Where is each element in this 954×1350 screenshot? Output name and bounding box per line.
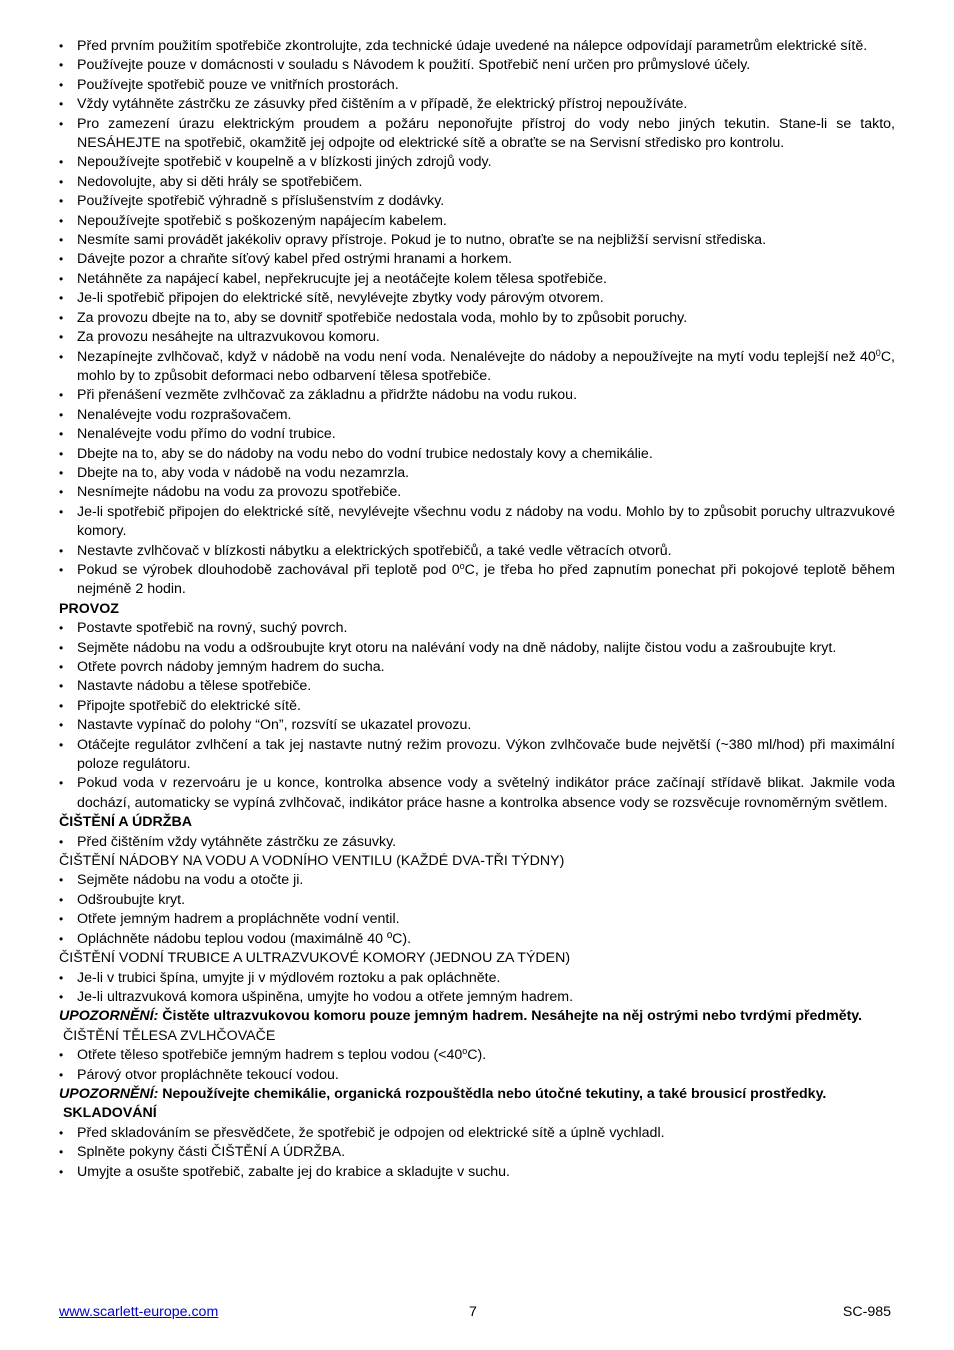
list-item: • Sejměte nádobu na vodu a otočte ji.	[59, 871, 895, 890]
page-footer	[59, 1304, 895, 1324]
model-number: SC-985	[842, 1304, 891, 1320]
list-item: • Nezapínejte zvlhčovač, když v nádobě na vodu není voda. Nenalévejte do nádoby a nepoužívejte na mytí vodu teplejší než $40^0C$, mohlo by to způsobit deformaci nebo odbarvení tělesa spotřebiče.	[59, 348, 895, 387]
list-item: • Párový otvor propláchněte tekoucí vodou.	[59, 1066, 895, 1085]
list-item: • Pro zamezení úrazu elektrickým proudem a požáru neponořujte přístroj do vody nebo jiných tekutin. Stane-li se takto, NESÁHEJTE na spotřebič, okamžitě jej odpojte od elektrické sítě a obraťte se na Servisní středisko pro kontrolu.	[59, 115, 895, 154]
list-item: • Nenalévejte vodu přímo do vodní trubice.	[59, 425, 895, 444]
list-item: • Nedovolujte, aby si děti hrály se spotřebičem.	[59, 173, 895, 192]
list-item: • Umyjte a osušte spotřebič, zabalte jej do krabice a skladujte v suchu.	[59, 1163, 895, 1182]
storage-heading: SKLADOVÁNÍ	[59, 1105, 157, 1122]
list-item: • Za provozu dbejte na to, aby se dovnitř spotřebiče nedostala voda, mohlo by to způsobit poruchy.	[59, 309, 895, 328]
list-item: • Otřete těleso spotřebiče jemným hadrem s teplou vodou $(<40^oC)$.	[59, 1046, 895, 1065]
warning-label: UPOZORNĚNÍ:	[59, 1085, 159, 1102]
list-item: • Pokud voda v rezervoáru je u konce, kontrolka absence vody a světelný indikátor práce začínají střídavě blikat. Jakmile voda dochází, automaticky se vypíná zvlhčovač, indikátor práce hasne a kontrolka absence vody se rozsvěcuje rovnoměrným světlem.	[59, 774, 895, 813]
website-link[interactable]: www.scarlett-europe.com	[59, 1304, 219, 1320]
warning-label: UPOZORNĚNÍ:	[59, 1008, 159, 1025]
list-item: • Pokud se výrobek dlouhodobě zachovával při teplotě pod 0$^o$C, je třeba ho před zapnutím ponechat při pokojové teplotě během nejméně 2 hodin.	[59, 561, 895, 600]
list-item: • Otáčejte regulátor zvlhčení a tak jej nastavte nutný režim provozu. Výkon zvlhčovače bude největší (~380 ml/hod) při maximální poloze regulátoru.	[59, 736, 895, 775]
body-list	[59, 1046, 895, 1085]
cleaning-heading: ČIŠTĚNÍ A ÚDRŽBA	[59, 814, 192, 831]
warning-note: UPOZORNĚNÍ: Čistěte ultrazvukovou komoru pouze jemným hadrem. Nesáhejte na něj ostrými nebo tvrdými předměty.	[59, 1008, 863, 1025]
list-item: • Nepoužívejte spotřebič s poškozeným napájecím kabelem.	[59, 212, 895, 231]
safety-list	[59, 37, 895, 600]
list-item: • Dbejte na to, aby se do nádoby na vodu nebo do vodní trubice nedostaly kovy a chemikálie.	[59, 445, 895, 464]
page-number: 7	[469, 1304, 477, 1320]
list-item: • Vždy vytáhněte zástrčku ze zásuvky před čištěním a v případě, že elektrický přístroj nepoužíváte.	[59, 95, 895, 114]
list-item: • Otřete povrch nádoby jemným hadrem do sucha.	[59, 658, 895, 677]
list-item: • Nestavte zvlhčovač v blízkosti nábytku a elektrických spotřebičů, a také vedle větracích otvorů.	[59, 542, 895, 561]
list-item: • Postavte spotřebič na rovný, suchý povrch.	[59, 619, 895, 638]
body-heading: ČIŠTĚNÍ TĚLESA ZVLHČOVAČE	[59, 1027, 276, 1044]
list-item: • Používejte pouze v domácnosti v souladu s Návodem k použití. Spotřebič není určen pro průmyslové účely.	[59, 56, 895, 75]
list-item: • Netáhněte za napájecí kabel, nepřekrucujte jej a neotáčejte kolem tělesa spotřebiče.	[59, 270, 895, 289]
tube-list	[59, 969, 895, 1008]
list-item: • Používejte spotřebič pouze ve vnitřních prostorách.	[59, 76, 895, 95]
list-item: • Otřete jemným hadrem a propláchněte vodní ventil.	[59, 910, 895, 929]
list-item: • Je-li spotřebič připojen do elektrické sítě, nevylévejte zbytky vody párovým otvorem.	[59, 289, 895, 308]
list-item: • Nenalévejte vodu rozprašovačem.	[59, 406, 895, 425]
list-item: • Používejte spotřebič výhradně s příslušenstvím z dodávky.	[59, 192, 895, 211]
list-item: • Nesnímejte nádobu na vodu za provozu spotřebiče.	[59, 483, 895, 502]
list-item: • Připojte spotřebič do elektrické sítě.	[59, 697, 895, 716]
page-content	[59, 37, 895, 1182]
list-item: • Nastavte vypínač do polohy “On”, rozsvítí se ukazatel provozu.	[59, 716, 895, 735]
tank-heading: ČIŠTĚNÍ NÁDOBY NA VODU A VODNÍHO VENTILU (KAŽDÉ DVA-TŘI TÝDNY)	[59, 853, 565, 870]
provoz-heading: PROVOZ	[59, 600, 119, 617]
list-item: • Před prvním použitím spotřebiče zkontrolujte, zda technické údaje uvedené na nálepce odpovídají parametrům elektrické sítě.	[59, 37, 895, 56]
cleaning-list	[59, 833, 895, 852]
list-item: • Opláchněte nádobu teplou vodou (maximálně 40 ºC).	[59, 930, 895, 949]
list-item: • Je-li spotřebič připojen do elektrické sítě, nevylévejte všechnu vodu z nádoby na vodu. Mohlo by to způsobit poruchy ultrazvukové komory.	[59, 503, 895, 542]
list-item: • Dbejte na to, aby voda v nádobě na vodu nezamrzla.	[59, 464, 895, 483]
list-item: • Nesmíte sami provádět jakékoliv opravy přístroje. Pokud je to nutno, obraťte se na nejbližší servisní střediska.	[59, 231, 895, 250]
list-item: • Splněte pokyny části ČIŠTĚNÍ A ÚDRŽBA.	[59, 1143, 895, 1162]
warning-note: UPOZORNĚNÍ: Nepoužívejte chemikálie, organická rozpouštědla nebo útočné tekutiny, a také brousicí prostředky.	[59, 1085, 827, 1102]
storage-list	[59, 1124, 895, 1182]
list-item: • Nastavte nádobu a tělese spotřebiče.	[59, 677, 895, 696]
list-item: • Před skladováním se přesvědčete, že spotřebič je odpojen od elektrické sítě a úplně vychladl.	[59, 1124, 895, 1143]
list-item: • Je-li v trubici špína, umyjte ji v mýdlovém roztoku a pak opláchněte.	[59, 969, 895, 988]
list-item: • Nepoužívejte spotřebič v koupelně a v blízkosti jiných zdrojů vody.	[59, 153, 895, 172]
list-item: • Za provozu nesáhejte na ultrazvukovou komoru.	[59, 328, 895, 347]
list-item: • Dávejte pozor a chraňte síťový kabel před ostrými hranami a horkem.	[59, 250, 895, 269]
tube-heading: ČIŠTĚNÍ VODNÍ TRUBICE A ULTRAZVUKOVÉ KOMORY (JEDNOU ZA TÝDEN)	[59, 950, 571, 967]
list-item: • Je-li ultrazvuková komora ušpiněna, umyjte ho vodou a otřete jemným hadrem.	[59, 988, 895, 1007]
list-item: • Sejměte nádobu na vodu a odšroubujte kryt otoru na nalévání vody na dně nádoby, nalijte čistou vodu a zašroubujte kryt.	[59, 639, 895, 658]
list-item: • Odšroubujte kryt.	[59, 891, 895, 910]
list-item: • Před čištěním vždy vytáhněte zástrčku ze zásuvky.	[59, 833, 895, 852]
provoz-list	[59, 619, 895, 813]
list-item: • Při přenášení vezměte zvlhčovač za základnu a přidržte nádobu na vodu rukou.	[59, 386, 895, 405]
tank-list	[59, 871, 895, 949]
